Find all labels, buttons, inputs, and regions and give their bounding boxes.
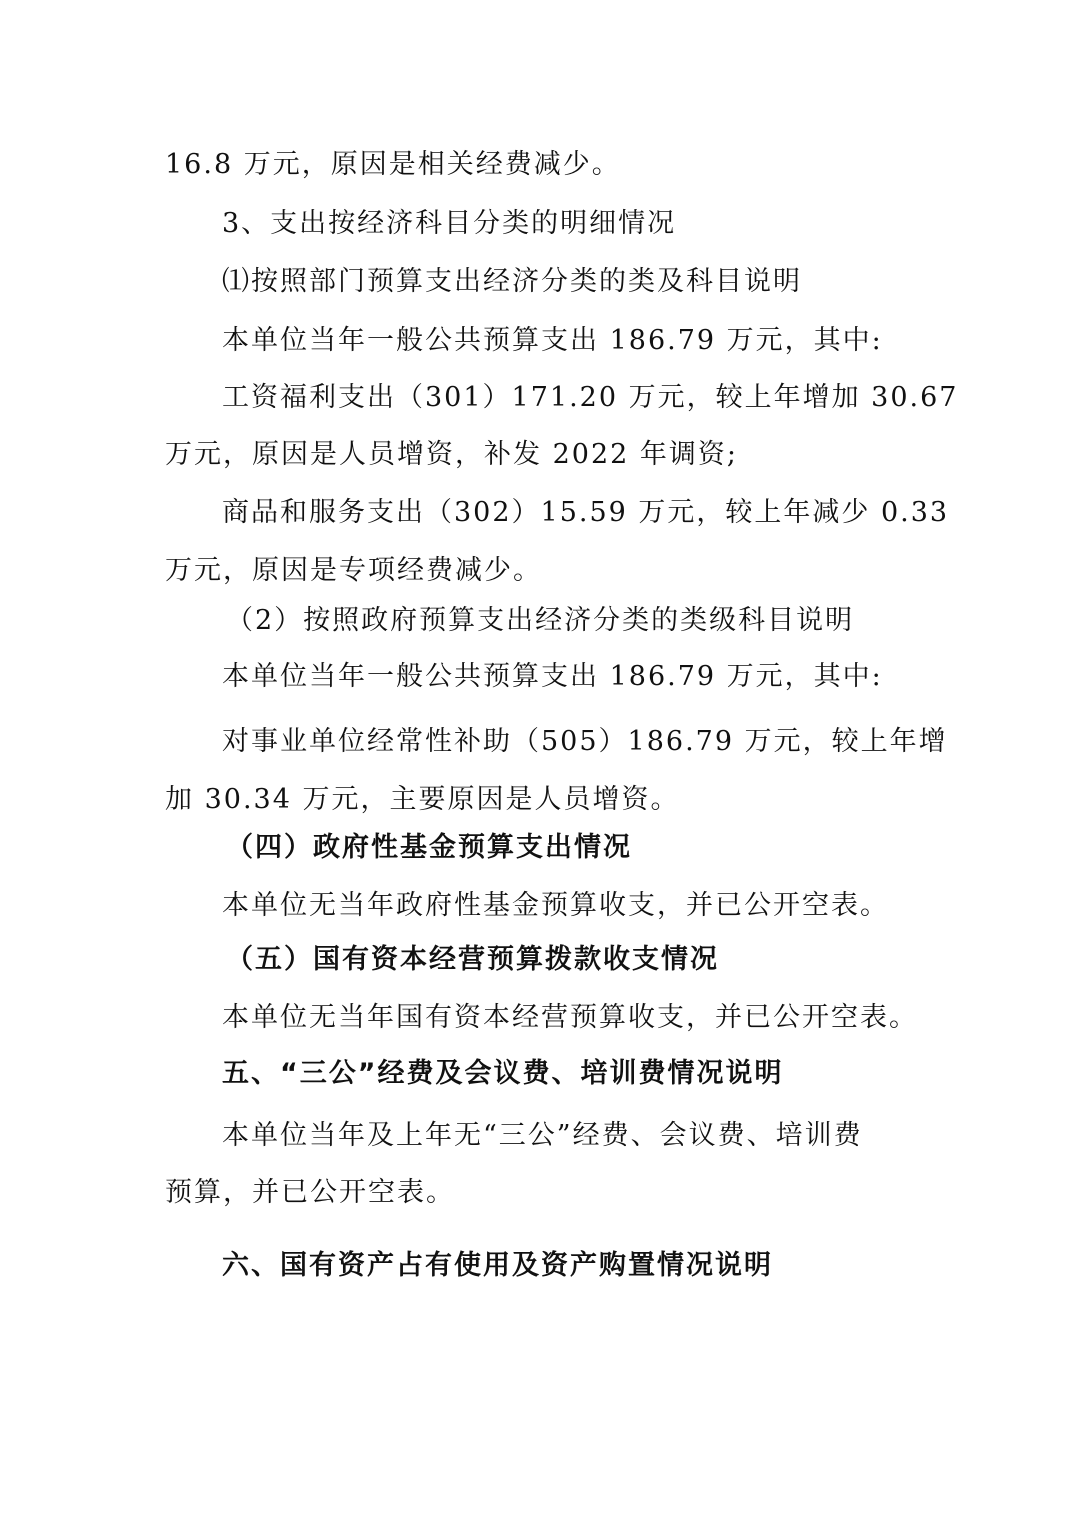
text-line: （2）按照政府预算支出经济分类的类级科目说明 <box>226 605 855 636</box>
text-line: 对事业单位经常性补助（505）186.79 万元，较上年增 <box>222 726 948 757</box>
text-line: 本单位当年及上年无“三公”经费、会议费、培训费 <box>222 1120 863 1151</box>
text-line: 本单位当年一般公共预算支出 186.79 万元，其中: <box>222 661 883 692</box>
text-line: 本单位无当年政府性基金预算收支，并已公开空表。 <box>222 890 889 921</box>
text-line: 本单位无当年国有资本经营预算收支，并已公开空表。 <box>222 1002 918 1033</box>
text-line: 加 30.34 万元，主要原因是人员增资。 <box>165 784 680 815</box>
text-line: 工资福利支出（301）171.20 万元，较上年增加 30.67 <box>222 382 959 413</box>
text-line: 16.8 万元，原因是相关经费减少。 <box>165 149 621 180</box>
text-line: 商品和服务支出（302）15.59 万元，较上年减少 0.33 <box>222 497 950 528</box>
section-heading: （五）国有资本经营预算拨款收支情况 <box>226 944 719 975</box>
text-line: ⑴按照部门预算支出经济分类的类及科目说明 <box>222 266 802 297</box>
section-heading: 六、国有资产占有使用及资产购置情况说明 <box>222 1250 773 1281</box>
section-heading: 五、“三公”经费及会议费、培训费情况说明 <box>222 1058 784 1089</box>
text-line: 预算，并已公开空表。 <box>165 1177 455 1208</box>
text-line: 本单位当年一般公共预算支出 186.79 万元，其中: <box>222 325 883 356</box>
text-line: 3、支出按经济科目分类的明细情况 <box>222 208 677 239</box>
text-line: 万元，原因是人员增资，补发 2022 年调资; <box>165 439 738 470</box>
text-line: 万元，原因是专项经费减少。 <box>165 555 542 586</box>
section-heading: （四）政府性基金预算支出情况 <box>226 832 632 863</box>
